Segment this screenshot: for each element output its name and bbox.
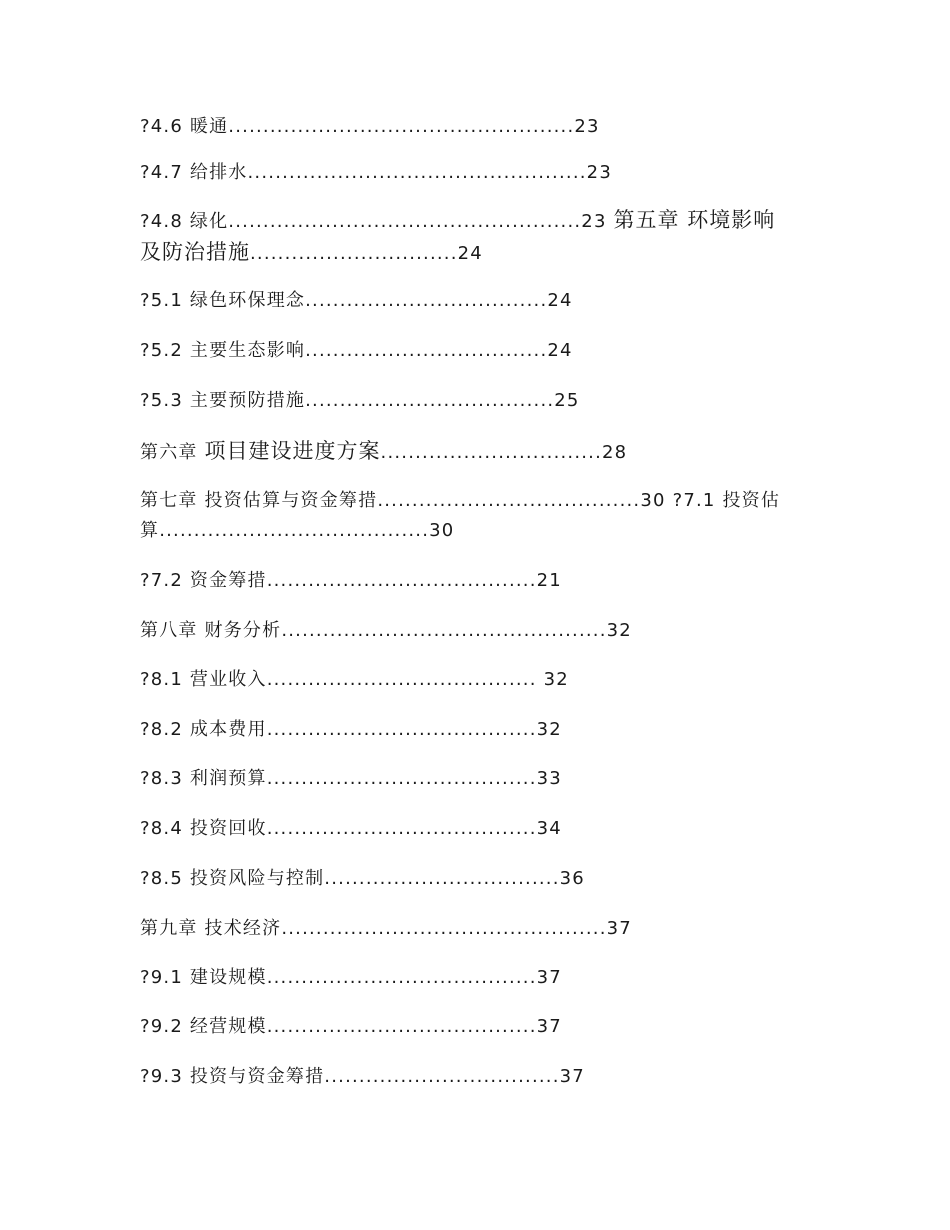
chapter-5-heading-cont: 及防治措施 bbox=[140, 240, 250, 264]
toc-entry-5-3[interactable] bbox=[140, 386, 820, 416]
toc-entry-text: ..............................24 bbox=[250, 243, 483, 264]
toc-entry-9-3[interactable] bbox=[140, 1062, 820, 1092]
chapter-6-heading: 项目建设进度方案 bbox=[204, 439, 381, 463]
toc-entry-text: ?9.1 建设规模.......................................37 bbox=[140, 967, 562, 988]
toc-entry-text: 第六章 bbox=[140, 442, 205, 463]
toc-entry-7-2[interactable] bbox=[140, 566, 820, 596]
toc-entry-text: ?9.3 投资与资金筹措..................................37 bbox=[140, 1066, 585, 1087]
toc-entry-4-8-and-chapter-5[interactable] bbox=[140, 205, 820, 269]
toc-entry-5-1[interactable] bbox=[140, 286, 820, 316]
toc-entry-text: ?5.1 绿色环保理念...................................24 bbox=[140, 290, 573, 311]
toc-entry-9-1[interactable] bbox=[140, 963, 820, 993]
toc-entry-chapter-7[interactable] bbox=[140, 486, 800, 546]
toc-entry-8-5[interactable] bbox=[140, 864, 820, 894]
toc-entry-8-2[interactable] bbox=[140, 715, 820, 745]
chapter-5-heading: 第五章 环境影响 bbox=[613, 208, 776, 232]
toc-entry-text: 第九章 技术经济...............................................37 bbox=[140, 918, 632, 939]
toc-entry-text: ?7.2 资金筹措.......................................21 bbox=[140, 570, 562, 591]
toc-entry-5-2[interactable] bbox=[140, 336, 820, 366]
toc-entry-chapter-6[interactable] bbox=[140, 436, 820, 468]
toc-entry-8-4[interactable] bbox=[140, 814, 820, 844]
toc-entry-text: ?9.2 经营规模.......................................37 bbox=[140, 1016, 562, 1037]
toc-entry-text: ?4.7 给排水.................................................23 bbox=[140, 162, 612, 183]
toc-entry-text: ?4.8 绿化...................................................23 bbox=[140, 211, 614, 232]
toc-entry-text: 第七章 投资估算与资金筹措......................................30 ?7.1 投资估算.......................................30 bbox=[140, 490, 781, 541]
toc-entry-text: ................................28 bbox=[380, 442, 628, 463]
toc-entry-text: ?5.2 主要生态影响...................................24 bbox=[140, 340, 573, 361]
toc-entry-4-7[interactable] bbox=[140, 158, 820, 188]
toc-entry-text: 第八章 财务分析...............................................32 bbox=[140, 620, 632, 641]
toc-entry-chapter-9[interactable] bbox=[140, 914, 820, 944]
toc-entry-8-3[interactable] bbox=[140, 764, 820, 794]
toc-entry-chapter-8[interactable] bbox=[140, 616, 820, 646]
toc-entry-text: ?8.1 营业收入....................................... 32 bbox=[140, 669, 569, 690]
toc-entry-text: ?8.2 成本费用.......................................32 bbox=[140, 719, 562, 740]
toc-entry-text: ?5.3 主要预防措施....................................25 bbox=[140, 390, 580, 411]
toc-entry-text: ?8.3 利润预算.......................................33 bbox=[140, 768, 562, 789]
toc-entry-9-2[interactable] bbox=[140, 1012, 820, 1042]
toc-entry-8-1[interactable] bbox=[140, 665, 820, 695]
toc-entry-text: ?4.6 暖通..................................................23 bbox=[140, 116, 600, 137]
toc-entry-text: ?8.5 投资风险与控制..................................36 bbox=[140, 868, 585, 889]
toc-entry-4-6[interactable] bbox=[140, 112, 820, 142]
toc-entry-text: ?8.4 投资回收.......................................34 bbox=[140, 818, 562, 839]
